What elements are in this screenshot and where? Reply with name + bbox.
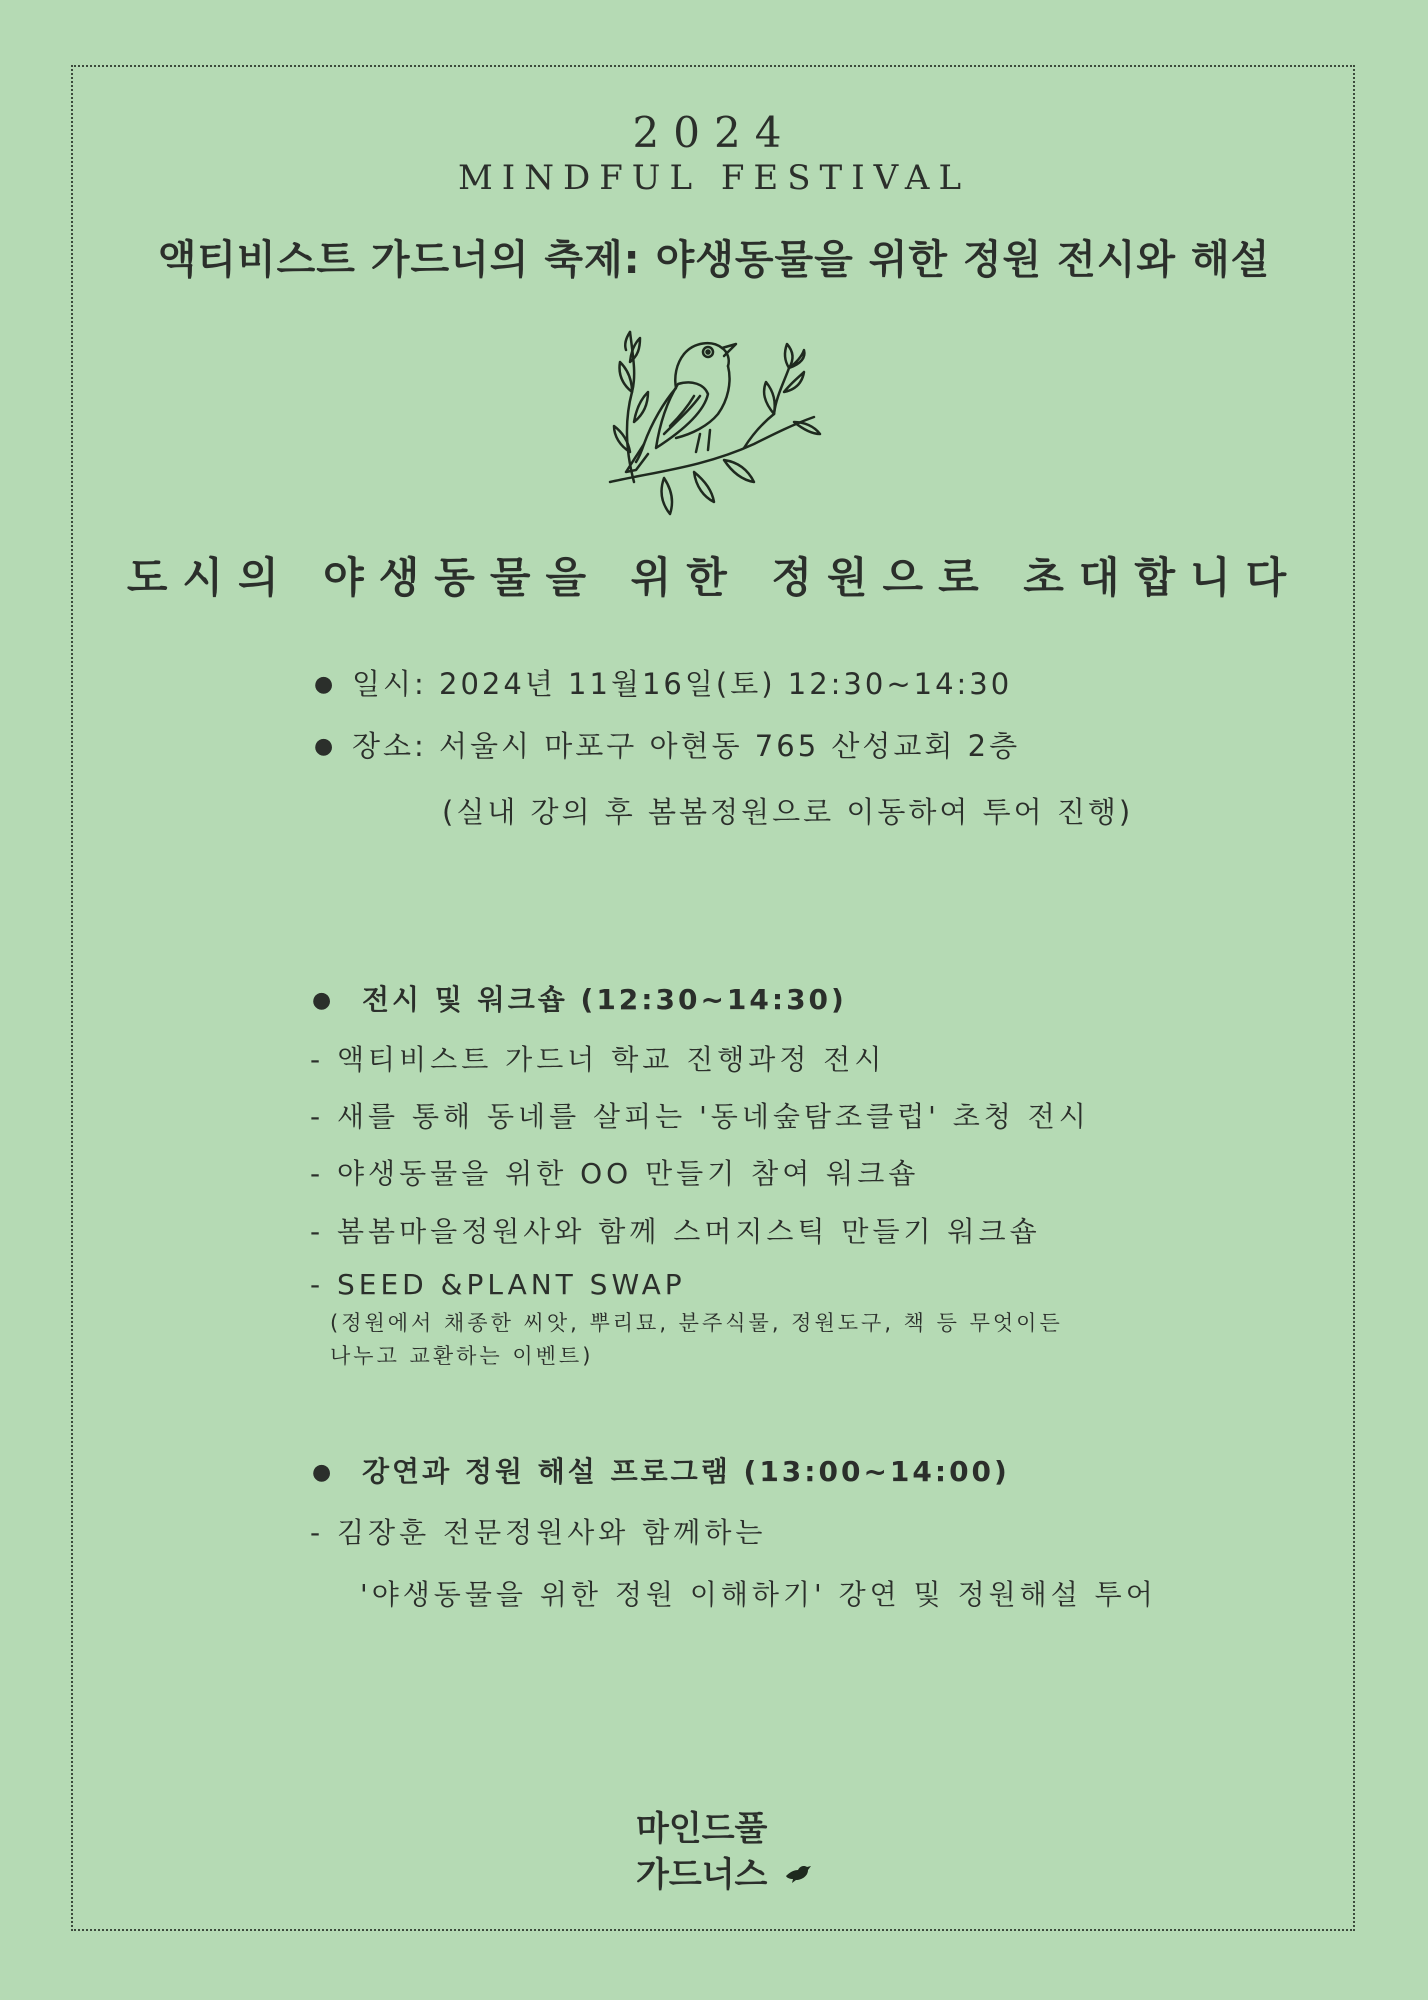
event-place-note: (실내 강의 후 봄봄정원으로 이동하여 투어 진행) (442, 795, 1134, 829)
section-heading-exhibition: 전시 및 워크숍 (12:30~14:30) (362, 983, 847, 1016)
bullet-dot: ● (314, 672, 334, 697)
section-heading-lecture: 강연과 정원 해설 프로그램 (13:00~14:00) (362, 1455, 1010, 1488)
swap-note-line1: (정원에서 채종한 씨앗, 뿌리묘, 분주식물, 정원도구, 책 등 무엇이든 (330, 1311, 1063, 1335)
page-title: 액티비스트 가드너의 축제: 야생동물을 위한 정원 전시와 해설 (157, 237, 1271, 283)
logo-text-line2: 가드너스 (636, 1855, 768, 1895)
bullet-dot: ● (314, 734, 334, 759)
list-item: - 봄봄마을정원사와 함께 스머지스틱 만들기 워크숍 (310, 1215, 1041, 1248)
invitation-heading: 도시의 야생동물을 위한 정원으로 초대합니다 (126, 553, 1302, 602)
lecture-line1: - 김장훈 전문정원사와 함께하는 (310, 1516, 767, 1549)
festival-name: MINDFUL FESTIVAL (457, 158, 971, 198)
lecture-line2: '야생동물을 위한 정원 이해하기' 강연 및 정원해설 투어 (360, 1578, 1157, 1611)
festival-year: 2024 (632, 108, 796, 157)
event-place: 장소: 서울시 마포구 아현동 765 산성교회 2층 (352, 729, 1021, 763)
logo-text-line1: 마인드풀 (636, 1809, 768, 1849)
list-item: - 야생동물을 위한 OO 만들기 참여 워크숍 (310, 1157, 920, 1190)
event-datetime: 일시: 2024년 11월16일(토) 12:30~14:30 (352, 667, 1013, 701)
bullet-dot: ● (312, 1460, 332, 1485)
list-item: - 액티비스트 가드너 학교 진행과정 전시 (310, 1043, 886, 1076)
bird-on-branch-icon (604, 322, 824, 522)
small-bird-logo-icon (784, 1862, 812, 1884)
list-item: - SEED &PLANT SWAP (310, 1268, 686, 1301)
list-item: - 새를 통해 동네를 살피는 '동네숲탐조클럽' 초청 전시 (310, 1100, 1090, 1133)
bullet-dot: ● (312, 988, 332, 1013)
swap-note-line2: 나누고 교환하는 이벤트) (330, 1344, 594, 1368)
